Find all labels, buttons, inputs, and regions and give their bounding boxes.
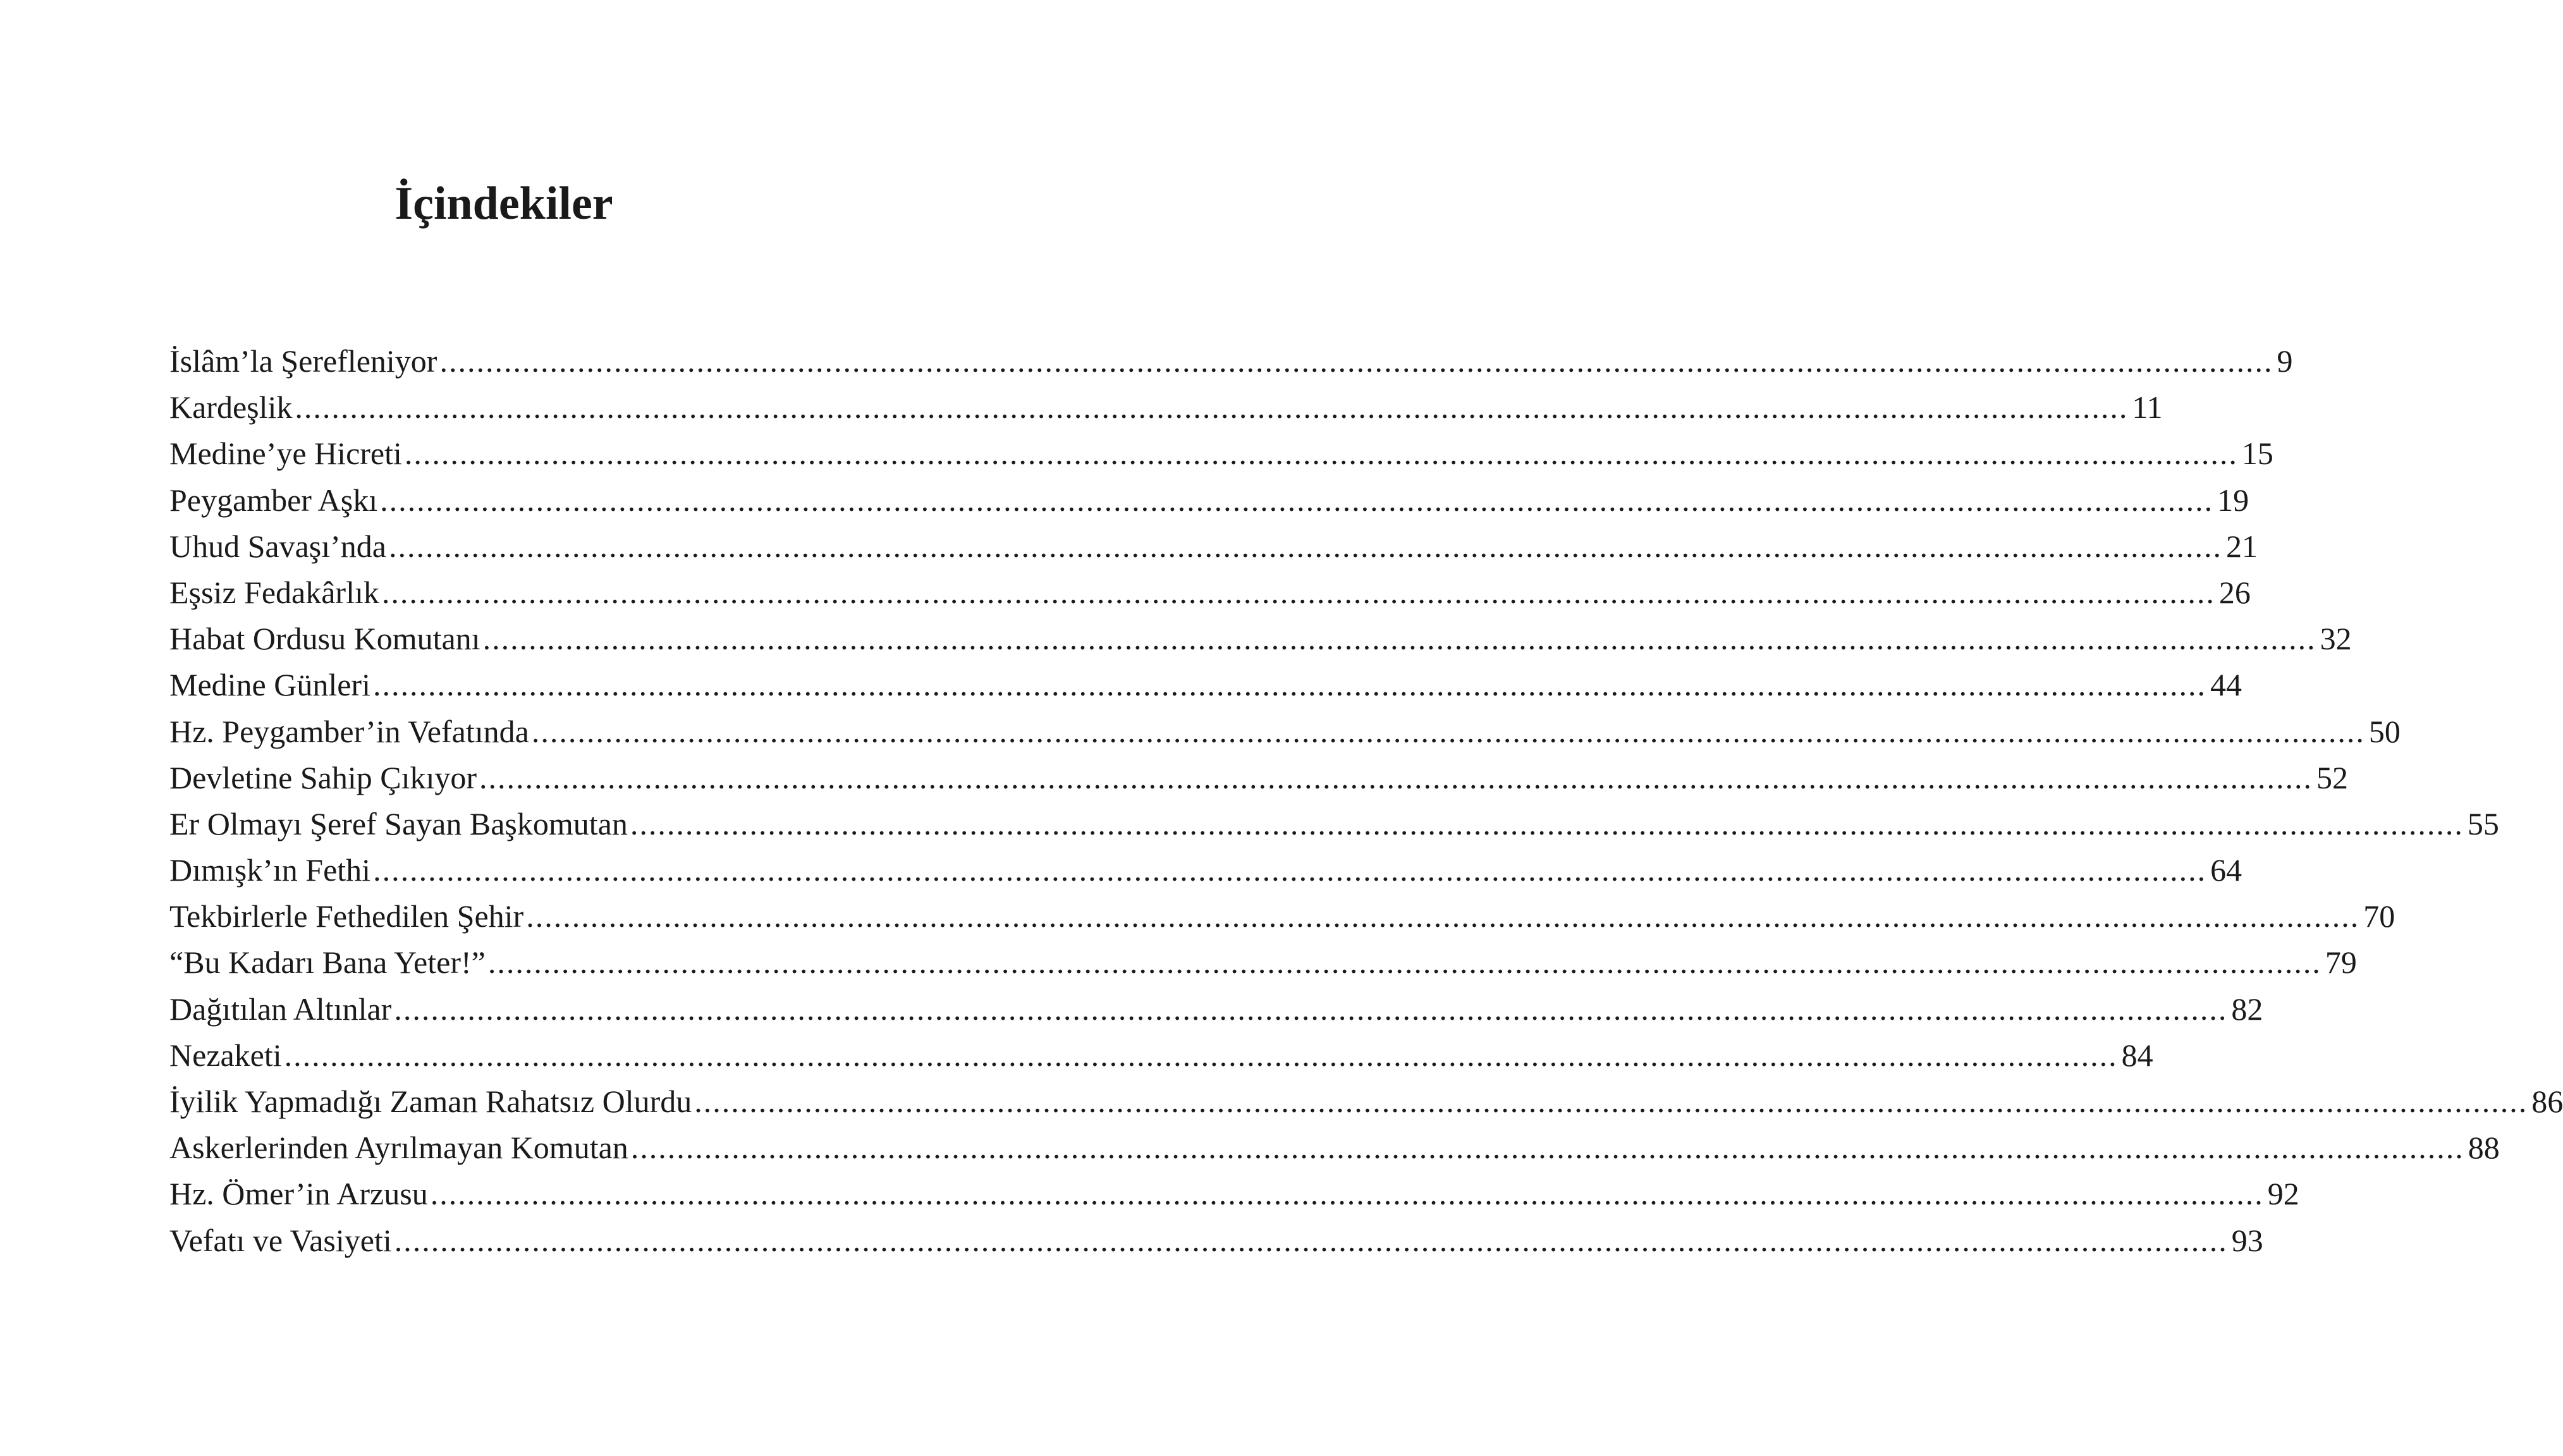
toc-entry-title: Eşsiz Fedakârlık — [169, 574, 379, 610]
toc-entry-title: Dağıtılan Altınlar — [169, 991, 392, 1027]
toc-entry — [169, 662, 2242, 708]
dot-leader: ........................................................................................................................................................................................................ — [284, 1037, 2118, 1073]
dot-leader: ........................................................................................................................................................................................................ — [630, 1130, 2464, 1166]
toc-entry — [169, 384, 2163, 431]
dot-leader: ........................................................................................................................................................................................................ — [430, 1176, 2264, 1212]
toc-entry — [169, 847, 2242, 893]
dot-leader: ........................................................................................................................................................................................................ — [394, 991, 2228, 1027]
toc-page-number: 21 — [2226, 528, 2258, 564]
toc-page-number: 32 — [2320, 621, 2352, 657]
toc-page-number: 64 — [2210, 852, 2242, 888]
toc-page-number: 82 — [2231, 991, 2263, 1027]
toc-page-number: 44 — [2210, 667, 2242, 703]
toc-entry — [169, 1218, 2263, 1264]
toc-entry — [169, 1171, 2299, 1217]
dot-leader: ........................................................................................................................................................................................................ — [372, 667, 2206, 703]
dot-leader: ........................................................................................................................................................................................................ — [531, 713, 2365, 749]
toc-entry-title: Nezaketi — [169, 1037, 282, 1073]
toc-page-number: 86 — [2531, 1084, 2563, 1119]
toc-entry — [169, 893, 2395, 939]
dot-leader: ........................................................................................................................................................................................................ — [487, 945, 2321, 981]
toc-entry — [169, 755, 2349, 801]
toc-entry — [169, 1125, 2500, 1171]
dot-leader: ........................................................................................................................................................................................................ — [439, 343, 2273, 379]
toc-entry-title: Askerlerinden Ayrılmayan Komutan — [169, 1130, 628, 1166]
toc-entry-title: “Bu Kadarı Bana Yeter!” — [169, 945, 486, 981]
toc-page-number: 55 — [2467, 805, 2499, 841]
toc-entry-title: Dımışk’ın Fethi — [169, 852, 371, 888]
dot-leader: ........................................................................................................................................................................................................ — [389, 528, 2222, 564]
dot-leader: ........................................................................................................................................................................................................ — [482, 621, 2316, 657]
toc-page-number: 70 — [2363, 898, 2395, 934]
dot-leader: ........................................................................................................................................................................................................ — [295, 389, 2129, 425]
toc-entry — [169, 431, 2273, 477]
dot-leader: ........................................................................................................................................................................................................ — [630, 805, 2464, 841]
toc-entry-title: Devletine Sahip Çıkıyor — [169, 759, 477, 795]
toc-entry — [169, 616, 2352, 662]
toc-page-number: 9 — [2277, 343, 2293, 379]
toc-entry-title: Peygamber Aşkı — [169, 482, 378, 518]
toc-page-number: 52 — [2316, 759, 2349, 795]
toc-entry-title: Medine Günleri — [169, 667, 370, 703]
toc-page-number: 11 — [2132, 389, 2163, 425]
toc-entry-title: Kardeşlik — [169, 389, 293, 425]
table-of-contents — [169, 338, 2563, 1264]
dot-leader: ........................................................................................................................................................................................................ — [694, 1084, 2528, 1119]
toc-page-number: 15 — [2241, 436, 2273, 472]
toc-entry — [169, 477, 2249, 523]
dot-leader: ........................................................................................................................................................................................................ — [404, 436, 2238, 472]
toc-entry — [169, 1079, 2563, 1125]
toc-entry-title: Hz. Ömer’in Arzusu — [169, 1176, 428, 1212]
toc-page-number: 84 — [2121, 1037, 2153, 1073]
toc-page-number: 50 — [2368, 713, 2401, 749]
toc-page-number: 93 — [2231, 1222, 2263, 1258]
toc-page-number: 88 — [2468, 1130, 2500, 1166]
toc-entry — [169, 939, 2357, 986]
toc-page-number: 26 — [2218, 574, 2251, 610]
toc-entry — [169, 709, 2401, 755]
toc-entry-title: Tekbirlerle Fethedilen Şehir — [169, 898, 524, 934]
toc-entry-title: Er Olmayı Şeref Sayan Başkomutan — [169, 805, 628, 841]
dot-leader: ........................................................................................................................................................................................................ — [381, 574, 2215, 610]
dot-leader: ........................................................................................................................................................................................................ — [526, 898, 2360, 934]
toc-entry-title: Medine’ye Hicreti — [169, 436, 402, 472]
toc-entry-title: Hz. Peygamber’in Vefatında — [169, 713, 529, 749]
dot-leader: ........................................................................................................................................................................................................ — [394, 1222, 2228, 1258]
toc-entry-title: Vefatı ve Vasiyeti — [169, 1222, 392, 1258]
toc-entry — [169, 338, 2293, 384]
toc-page-number: 92 — [2267, 1176, 2299, 1212]
toc-entry — [169, 986, 2263, 1032]
toc-entry-title: Habat Ordusu Komutanı — [169, 621, 480, 657]
toc-entry — [169, 1032, 2153, 1079]
dot-leader: ........................................................................................................................................................................................................ — [380, 482, 2214, 518]
toc-page-number: 79 — [2325, 945, 2357, 981]
toc-entry-title: Uhud Savaşı’nda — [169, 528, 386, 564]
dot-leader: ........................................................................................................................................................................................................ — [373, 852, 2207, 888]
toc-entry-title: İslâm’la Şerefleniyor — [169, 343, 437, 379]
toc-entry-title: İyilik Yapmadığı Zaman Rahatsız Olurdu — [169, 1084, 692, 1119]
toc-entry — [169, 523, 2258, 570]
toc-entry — [169, 801, 2499, 847]
toc-entry — [169, 570, 2251, 616]
toc-page-number: 19 — [2217, 482, 2249, 518]
dot-leader: ........................................................................................................................................................................................................ — [479, 759, 2313, 795]
page-title: İçindekiler — [395, 178, 613, 229]
